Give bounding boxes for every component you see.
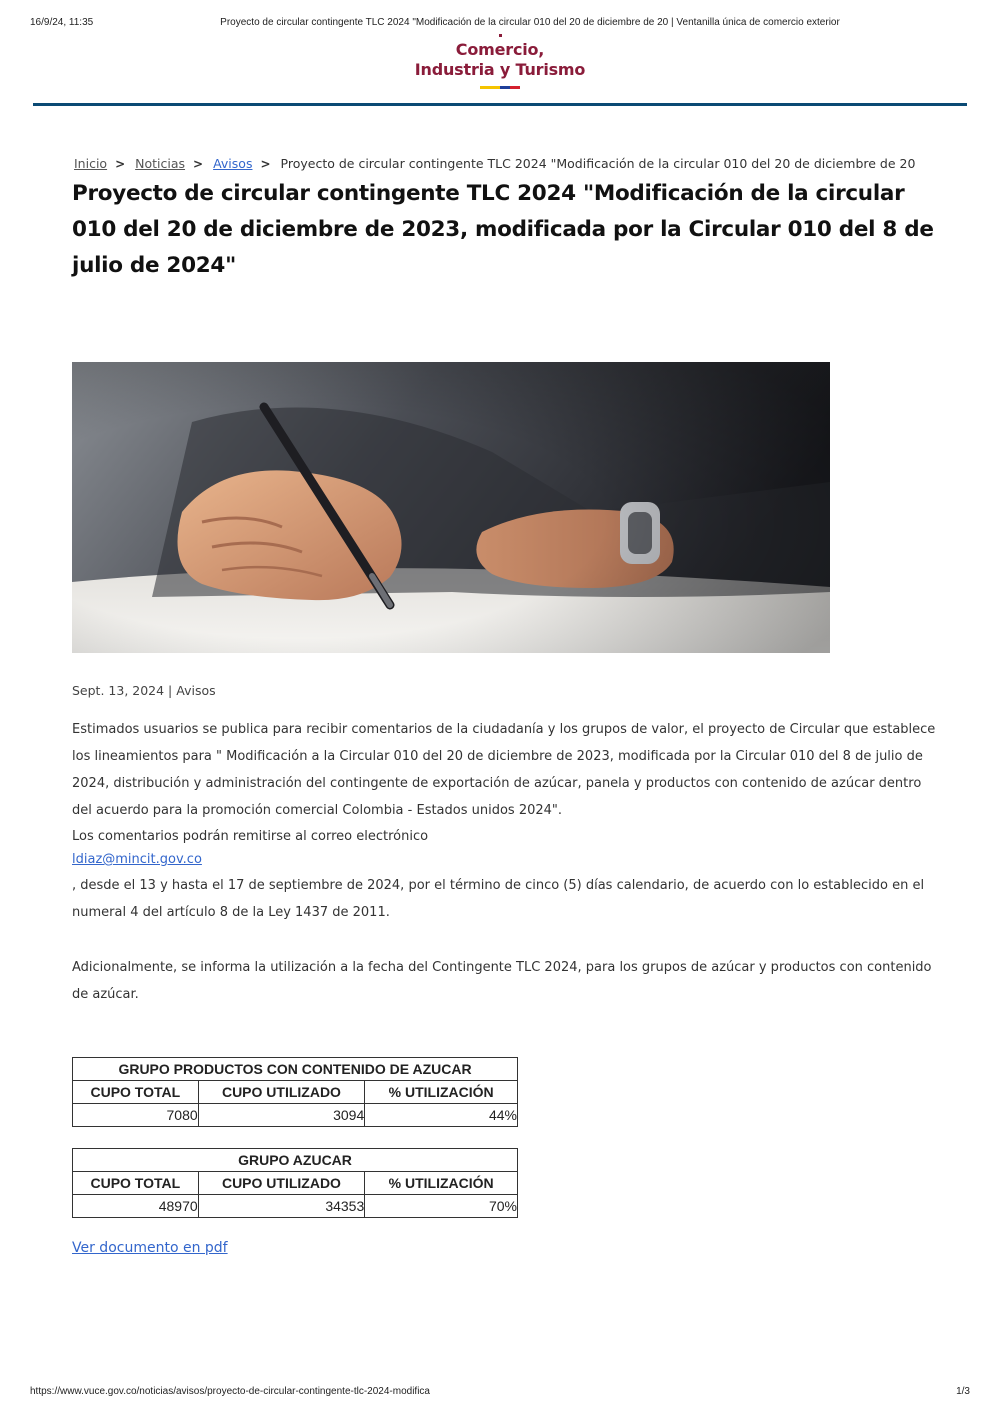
logo-mark xyxy=(499,34,502,37)
cell-utilizacion: 70% xyxy=(365,1195,518,1218)
header-divider xyxy=(33,103,967,106)
comments-intro: Los comentarios podrán remitirse al correo electrónico xyxy=(72,829,429,844)
hero-image-hand-writing xyxy=(72,362,830,653)
print-footer xyxy=(30,1386,970,1397)
table-title: GRUPO PRODUCTOS CON CONTENIDO DE AZUCAR xyxy=(73,1058,518,1081)
header-cupo-total: CUPO TOTAL xyxy=(73,1172,199,1195)
header-cupo-utilizado: CUPO UTILIZADO xyxy=(198,1081,365,1104)
header-cupo-total: CUPO TOTAL xyxy=(73,1081,199,1104)
print-url: https://www.vuce.gov.co/noticias/avisos/proyecto-de-circular-contingente-tlc-2024-modifica xyxy=(30,1386,430,1397)
table-title-row xyxy=(73,1058,518,1081)
ministry-logo[interactable] xyxy=(0,34,1000,89)
table-header-row xyxy=(73,1172,518,1195)
article-paragraph-2 xyxy=(72,826,942,926)
table-header-row xyxy=(73,1081,518,1104)
logo-line-1: Comercio, xyxy=(455,40,545,59)
header-utilizacion: % UTILIZACIÓN xyxy=(365,1172,518,1195)
cell-cupo-total: 7080 xyxy=(73,1104,199,1127)
article-paragraph-3: Adicionalmente, se informa la utilización a la fecha del Contingente TLC 2024, para los grupos de azúcar y productos con contenido de azúcar. xyxy=(72,960,932,1002)
logo-line-2: Industria y Turismo xyxy=(414,60,586,79)
print-header xyxy=(30,17,970,31)
chevron-right-icon: > xyxy=(115,157,126,171)
print-page-title: Proyecto de circular contingente TLC 2024 "Modificación de la circular 010 del 20 de diciembre de 20 | Ventanilla única de comercio exterior xyxy=(220,17,840,28)
breadcrumb-avisos[interactable]: Avisos xyxy=(213,156,253,171)
cell-cupo-utilizado: 3094 xyxy=(198,1104,365,1127)
article-meta: Sept. 13, 2024 | Avisos xyxy=(72,683,216,698)
breadcrumb-current: Proyecto de circular contingente TLC 2024 "Modificación de la circular 010 del 20 de diciembre de 20 xyxy=(280,156,916,171)
page-title: Proyecto de circular contingente TLC 2024 "Modificación de la circular 010 del 20 de diciembre de 2023, modificada por la Circular 010 del 8 de julio de 2024" xyxy=(72,181,934,278)
colombia-flag-stripe xyxy=(480,86,520,89)
email-link[interactable]: ldiaz@mincit.gov.co xyxy=(72,852,202,867)
article-category: Avisos xyxy=(176,683,216,698)
breadcrumb-inicio[interactable]: Inicio xyxy=(74,156,108,171)
article-paragraph-1: Estimados usuarios se publica para recibir comentarios de la ciudadanía y los grupos de valor, el proyecto de Circular que establece los lineamientos para " Modificación a la Circular 010 del 20 de diciembre de 2023, modificada por la Circular 010 del 8 de julio de 2024, distribución y administración del contingente de exportación de azúcar, panela y productos con contenido de azúcar dentro del acuerdo para la promoción comercial Colombia - Estados unidos 2024". xyxy=(72,722,936,818)
comments-rest: , desde el 13 y hasta el 17 de septiembre de 2024, por el término de cinco (5) días calendario, de acuerdo con lo establecido en el numeral 4 del artículo 8 de la Ley 1437 de 2011. xyxy=(72,878,925,920)
header-utilizacion: % UTILIZACIÓN xyxy=(365,1081,518,1104)
table-row xyxy=(73,1195,518,1218)
table-row xyxy=(73,1104,518,1127)
quota-table-azucar xyxy=(72,1148,518,1218)
cell-cupo-utilizado: 34353 xyxy=(198,1195,365,1218)
print-datetime: 16/9/24, 11:35 xyxy=(30,17,94,28)
page-number: 1/3 xyxy=(956,1386,970,1397)
chevron-right-icon: > xyxy=(193,157,204,171)
header-cupo-utilizado: CUPO UTILIZADO xyxy=(198,1172,365,1195)
breadcrumb-noticias[interactable]: Noticias xyxy=(135,156,186,171)
article-date: Sept. 13, 2024 xyxy=(72,683,165,698)
chevron-right-icon: > xyxy=(260,157,271,171)
table-title-row xyxy=(73,1149,518,1172)
breadcrumb xyxy=(74,156,964,171)
cell-utilizacion: 44% xyxy=(365,1104,518,1127)
table-title: GRUPO AZUCAR xyxy=(73,1149,518,1172)
pdf-document-link[interactable]: Ver documento en pdf xyxy=(72,1240,228,1256)
cell-cupo-total: 48970 xyxy=(73,1195,199,1218)
quota-table-productos xyxy=(72,1057,518,1127)
